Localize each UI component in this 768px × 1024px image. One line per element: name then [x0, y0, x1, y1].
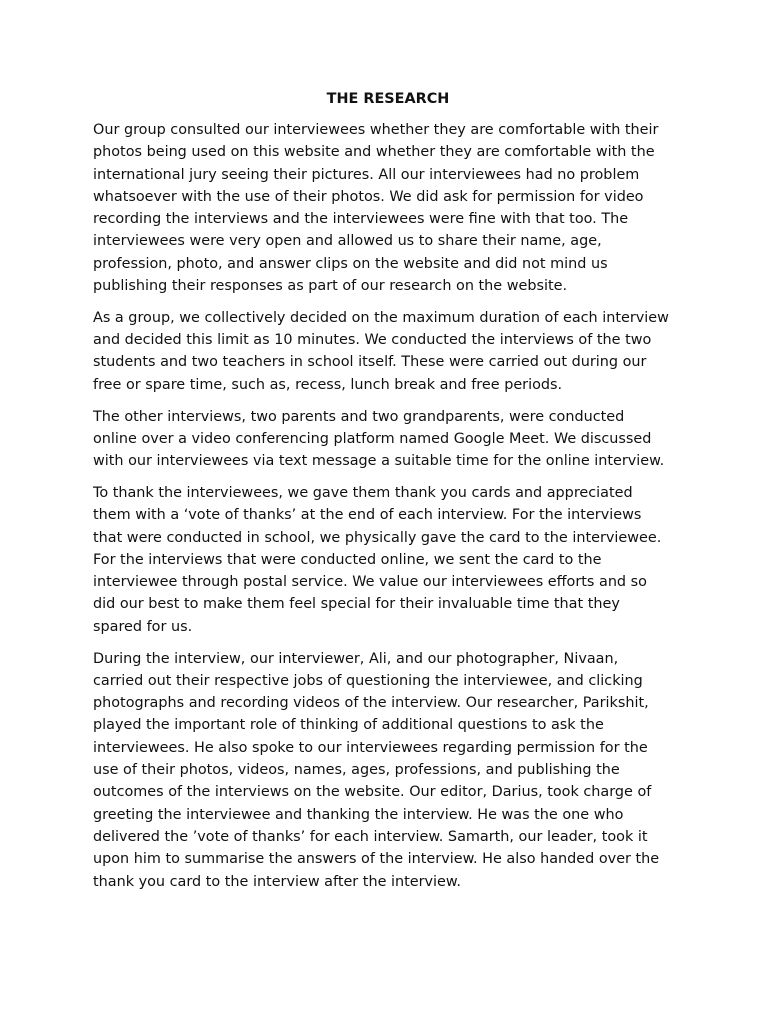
text-line: upon him to summarise the answers of the interview. He also handed over the — [93, 851, 660, 868]
text-line: carried out their respective jobs of questioning the interviewee, and clicking — [93, 672, 643, 689]
text-line: that were conducted in school, we physically gave the card to the interviewee. — [93, 529, 662, 546]
text-line: recording the interviews and the interviewees were fine with that too. The — [93, 211, 629, 228]
text-line: thank you card to the interview after the interview. — [93, 873, 461, 890]
text-line: To thank the interviewees, we gave them thank you cards and appreciated — [93, 484, 633, 501]
paragraph-duration — [93, 307, 683, 396]
text-line: and decided this limit as 10 minutes. We conducted the interviews of the two — [93, 332, 652, 349]
text-line: delivered the ’vote of thanks’ for each interview. Samarth, our leader, took it — [93, 828, 648, 845]
paragraph-online-interviews — [93, 406, 683, 473]
text-line: played the important role of thinking of additional questions to ask the — [93, 717, 604, 734]
text-line: During the interview, our interviewer, Ali, and our photographer, Nivaan, — [93, 650, 619, 667]
text-line: interviewees. He also spoke to our interviewees regarding permission for the — [93, 739, 648, 756]
paragraph-thanks — [93, 482, 683, 638]
text-line: outcomes of the interviews on the website. Our editor, Darius, took charge of — [93, 784, 652, 801]
text-line: publishing their responses as part of our research on the website. — [93, 278, 568, 295]
text-line: profession, photo, and answer clips on the website and did not mind us — [93, 255, 608, 272]
text-line: Our group consulted our interviewees whether they are comfortable with their — [93, 122, 659, 138]
text-line: free or spare time, such as, recess, lunch break and free periods. — [93, 376, 563, 393]
text-line: spared for us. — [93, 618, 193, 635]
text-line: use of their photos, videos, names, ages, professions, and publishing the — [93, 762, 620, 779]
text-line: students and two teachers in school itself. These were carried out during our — [93, 354, 647, 371]
text-line: did our best to make them feel special for their invaluable time that they — [93, 596, 620, 613]
text-line: For the interviews that were conducted online, we sent the card to the — [93, 551, 602, 568]
text-line: interviewees were very open and allowed us to share their name, age, — [93, 233, 602, 250]
text-line: photographs and recording videos of the interview. Our researcher, Parikshit, — [93, 695, 649, 712]
text-line: greeting the interviewee and thanking the interview. He was the one who — [93, 806, 624, 823]
text-line: international jury seeing their pictures. All our interviewees had no problem — [93, 166, 640, 183]
text-line: online over a video conferencing platform named Google Meet. We discussed — [93, 430, 652, 447]
text-line: them with a ‘vote of thanks’ at the end of each interview. For the interviews — [93, 507, 642, 524]
paragraph-permissions — [93, 119, 683, 297]
text-line: photos being used on this website and whether they are comfortable with the — [93, 144, 655, 161]
text-line: As a group, we collectively decided on the maximum duration of each interview — [93, 309, 669, 326]
text-line: The other interviews, two parents and two grandparents, were conducted — [93, 408, 625, 425]
paragraph-roles — [93, 648, 683, 893]
text-line: with our interviewees via text message a suitable time for the online interview. — [93, 453, 665, 470]
page-title: THE RESEARCH — [326, 91, 450, 107]
text-line: whatsoever with the use of their photos. We did ask for permission for video — [93, 188, 644, 205]
document-body — [93, 89, 683, 902]
text-line: interviewee through postal service. We value our interviewees efforts and so — [93, 574, 647, 591]
